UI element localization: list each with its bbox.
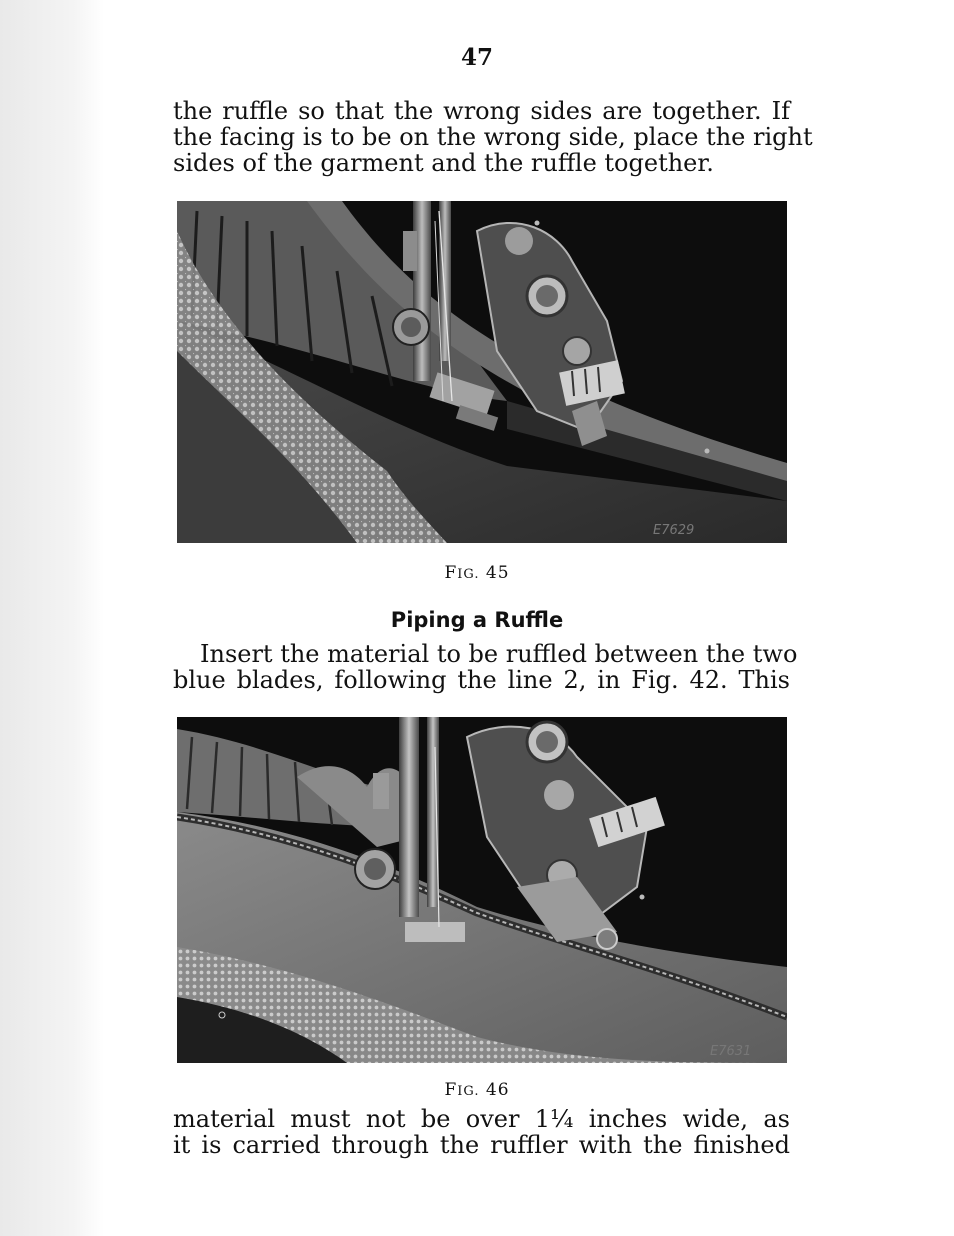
- ruffler-piping-photo: [177, 717, 787, 1063]
- text-line: sides of the garment and the ruffle together.: [173, 149, 714, 177]
- figure-46-caption: FIG. 46: [444, 1080, 510, 1100]
- text-line: blue blades, following the line 2, in Fig. 42. This: [173, 666, 790, 694]
- figure-45-photo: [177, 201, 787, 543]
- text-line: it is carried through the ruffler with the finished: [173, 1131, 790, 1159]
- text-line: the facing is to be on the wrong side, place the right: [173, 123, 813, 151]
- body-paragraph: [173, 640, 798, 694]
- ruffler-attachment-photo: [177, 201, 787, 543]
- page-number: 47: [460, 44, 493, 71]
- section-heading: Piping a Ruffle: [390, 608, 564, 632]
- plate-code: E7631: [710, 1044, 752, 1059]
- text-line: the ruffle so that the wrong sides are together. If: [173, 97, 790, 125]
- figure-45-caption: FIG. 45: [444, 563, 510, 583]
- plate-code: E7629: [653, 523, 695, 538]
- closing-paragraph: [173, 1106, 790, 1158]
- figure-46-photo: [177, 717, 787, 1063]
- text-line: material must not be over 1¼ inches wide, as: [173, 1105, 790, 1133]
- intro-paragraph: [173, 97, 813, 177]
- text-line: Insert the material to be ruffled between the two: [200, 640, 798, 668]
